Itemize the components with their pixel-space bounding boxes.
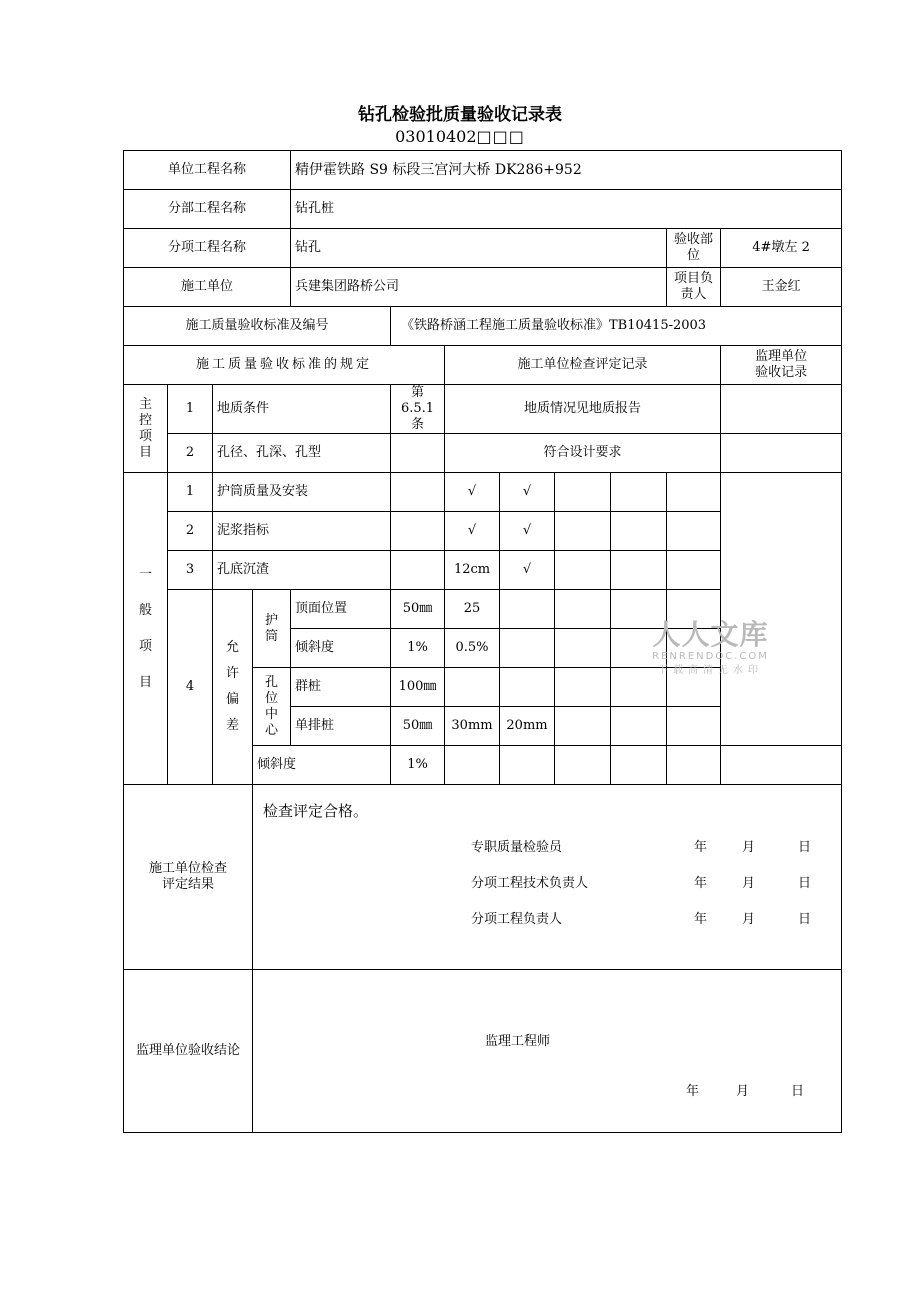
- item-no: 2: [168, 512, 213, 551]
- document-code: [0, 127, 920, 146]
- item-no: 2: [168, 434, 213, 473]
- date-day: 日: [798, 912, 812, 927]
- signer-technical-lead: 分项工程技术负责人: [471, 876, 589, 891]
- signer-item-lead: 分项工程负责人: [471, 912, 563, 927]
- casing-char: 护: [265, 612, 279, 628]
- code-prefix: 03010402: [395, 127, 477, 146]
- tolerance-char: 偏: [225, 692, 239, 707]
- check-cell: [500, 746, 555, 785]
- check-cell: [611, 512, 667, 551]
- item-record: 地质情况见地质报告: [445, 385, 721, 434]
- unit-project-row: [124, 151, 842, 190]
- hole-position-char: 孔: [265, 674, 279, 690]
- contractor-record-header: 施工单位检查评定记录: [445, 346, 721, 385]
- item-name: 护筒质量及安装: [213, 473, 391, 512]
- sub-item-name: 顶面位置: [291, 590, 391, 629]
- check-cell: [555, 707, 611, 746]
- general-supervisor-cell: [721, 473, 842, 746]
- item-name: 孔径、孔深、孔型: [213, 434, 391, 473]
- check-cell: [500, 590, 555, 629]
- contractor-row: [124, 268, 842, 307]
- general-item-row-1: [124, 473, 842, 512]
- date-year: 年: [694, 876, 708, 891]
- check-cell: [555, 512, 611, 551]
- item-ref-line2: 条: [411, 417, 425, 432]
- sub-part-value: 钻孔桩: [291, 190, 842, 229]
- check-cell: [611, 707, 667, 746]
- item-record: 符合设计要求: [445, 434, 721, 473]
- standard-row: [124, 307, 842, 346]
- tolerance-limit: 1%: [391, 746, 445, 785]
- date-day: 日: [791, 1084, 805, 1099]
- check-cell: [611, 473, 667, 512]
- check-cell: √: [500, 512, 555, 551]
- hole-position-label: [253, 668, 291, 746]
- date-month: 月: [742, 840, 756, 855]
- watermark-slogan: 下载高清无水印: [658, 665, 763, 676]
- general-group-char: 般: [138, 602, 152, 618]
- item-ref: [391, 473, 445, 512]
- item-ref: [391, 434, 445, 473]
- supervisor-record-header: [721, 346, 842, 385]
- check-cell: [611, 551, 667, 590]
- standard-value: 《铁路桥涵工程施工质量验收标准》TB10415-2003: [391, 307, 842, 346]
- sub-item-name: 单排桩: [291, 707, 391, 746]
- check-cell: √: [500, 551, 555, 590]
- pm-value: 王金红: [721, 268, 842, 307]
- watermark-domain: RENRENDOC.COM: [652, 651, 769, 662]
- document-title: 钻孔检验批质量验收记录表: [358, 105, 562, 125]
- item-no: 1: [168, 385, 213, 434]
- sub-item-name: 群桩: [291, 668, 391, 707]
- check-cell: [555, 629, 611, 668]
- check-cell: [721, 746, 842, 785]
- main-item-row-2: [124, 434, 842, 473]
- contractor-value: 兵建集团路桥公司: [291, 268, 667, 307]
- check-cell: [445, 746, 500, 785]
- watermark: [648, 620, 773, 678]
- hole-position-char: 位: [265, 690, 279, 706]
- date-day: 日: [798, 840, 812, 855]
- check-cell: √: [500, 473, 555, 512]
- sub-item-row: [124, 229, 842, 268]
- supervisor-result-row: [124, 970, 842, 1133]
- contractor-label: 施工单位: [124, 268, 291, 307]
- check-cell: 12cm: [445, 551, 500, 590]
- item-ref-line1: 第 6.5.1: [400, 385, 435, 416]
- standard-label: 施工质量验收标准及编号: [124, 307, 391, 346]
- check-cell: [611, 746, 667, 785]
- contractor-result-text: 检查评定合格。: [263, 802, 369, 820]
- check-cell: 0.5%: [445, 629, 500, 668]
- check-cell: 30mm: [445, 707, 500, 746]
- sub-item-name: 倾斜度: [253, 746, 391, 785]
- main-items-group-label: [124, 385, 168, 473]
- general-group-char: 目: [138, 674, 152, 690]
- unit-project-value: 精伊霍铁路 S9 标段三宫河大桥 DK286+952: [291, 151, 842, 190]
- item-supervisor-cell: [721, 434, 842, 473]
- date-year: 年: [686, 1084, 700, 1099]
- date-month: 月: [742, 876, 756, 891]
- supervisor-header-line2: 验收记录: [755, 365, 808, 380]
- supervisor-result-label: 监理单位验收结论: [124, 970, 253, 1133]
- main-group-char: 项: [138, 428, 152, 444]
- hole-position-char: 心: [265, 722, 279, 738]
- check-cell: √: [445, 473, 500, 512]
- item-no: 1: [168, 473, 213, 512]
- date-month: 月: [736, 1084, 750, 1099]
- header-row: [124, 346, 842, 385]
- main-group-char: 目: [138, 444, 152, 460]
- tolerance-char: 差: [225, 718, 239, 733]
- item-supervisor-cell: [721, 385, 842, 434]
- date-month: 月: [742, 912, 756, 927]
- sub-item-name: 倾斜度: [291, 629, 391, 668]
- tolerance-limit: 50㎜: [391, 707, 445, 746]
- check-cell: [500, 668, 555, 707]
- contractor-result-content: [253, 785, 842, 970]
- check-cell: 25: [445, 590, 500, 629]
- sub-item-value: 钻孔: [291, 229, 667, 268]
- provisions-header: 施工质量验收标准的规定: [124, 346, 445, 385]
- item-no: 3: [168, 551, 213, 590]
- casing-label: [253, 590, 291, 668]
- supervisor-header-line1: 监理单位: [755, 349, 808, 364]
- date-day: 日: [798, 876, 812, 891]
- tolerance-limit: 1%: [391, 629, 445, 668]
- check-cell: 20mm: [500, 707, 555, 746]
- tolerance-char: 许: [225, 666, 239, 681]
- casing-char: 筒: [265, 628, 279, 644]
- general-items-group-label: [124, 473, 168, 785]
- item-ref: [391, 512, 445, 551]
- item-no: 4: [168, 590, 213, 785]
- sub-part-label: 分部工程名称: [124, 190, 291, 229]
- hole-position-char: 中: [265, 706, 279, 722]
- item-ref: [391, 551, 445, 590]
- date-year: 年: [694, 840, 708, 855]
- watermark-logo-text: 人人文库: [652, 618, 769, 651]
- check-cell: [500, 629, 555, 668]
- check-cell: [445, 668, 500, 707]
- main-group-char: 主: [138, 396, 152, 412]
- supervisor-result-content: [253, 970, 842, 1133]
- contractor-result-label-line1: 施工单位检查: [148, 861, 227, 876]
- contractor-result-row: [124, 785, 842, 970]
- item-name: 泥浆指标: [213, 512, 391, 551]
- general-group-char: 一: [138, 566, 152, 582]
- check-cell: [555, 590, 611, 629]
- sub-part-row: [124, 190, 842, 229]
- tolerance-limit: 100㎜: [391, 668, 445, 707]
- check-cell: [667, 512, 721, 551]
- main-group-char: 控: [138, 412, 152, 428]
- contractor-result-label-line2: 评定结果: [161, 877, 214, 892]
- sub-item-label: 分项工程名称: [124, 229, 291, 268]
- check-cell: [555, 668, 611, 707]
- tolerance-char: 允: [225, 640, 239, 655]
- acceptance-part-label: 验收部位: [667, 229, 721, 268]
- item-name: 孔底沉渣: [213, 551, 391, 590]
- pm-label: 项目负责人: [667, 268, 721, 307]
- signer-quality-inspector: 专职质量检验员: [471, 840, 563, 855]
- unit-project-label: 单位工程名称: [124, 151, 291, 190]
- check-cell: [555, 551, 611, 590]
- main-item-row-1: [124, 385, 842, 434]
- acceptance-part-value: 4#墩左 2: [721, 229, 842, 268]
- check-cell: [667, 707, 721, 746]
- check-cell: √: [445, 512, 500, 551]
- date-year: 年: [694, 912, 708, 927]
- check-cell: [555, 746, 611, 785]
- check-cell: [667, 551, 721, 590]
- item-ref: [391, 385, 445, 434]
- contractor-result-label: [124, 785, 253, 970]
- check-cell: [555, 473, 611, 512]
- check-cell: [667, 473, 721, 512]
- tolerance-limit: 50㎜: [391, 590, 445, 629]
- check-cell: [667, 746, 721, 785]
- item-name: 地质条件: [213, 385, 391, 434]
- general-group-char: 项: [138, 638, 152, 654]
- tolerance-label: [213, 590, 253, 785]
- code-boxes: □□□: [476, 127, 525, 146]
- supervisor-engineer-label: 监理工程师: [485, 1034, 551, 1049]
